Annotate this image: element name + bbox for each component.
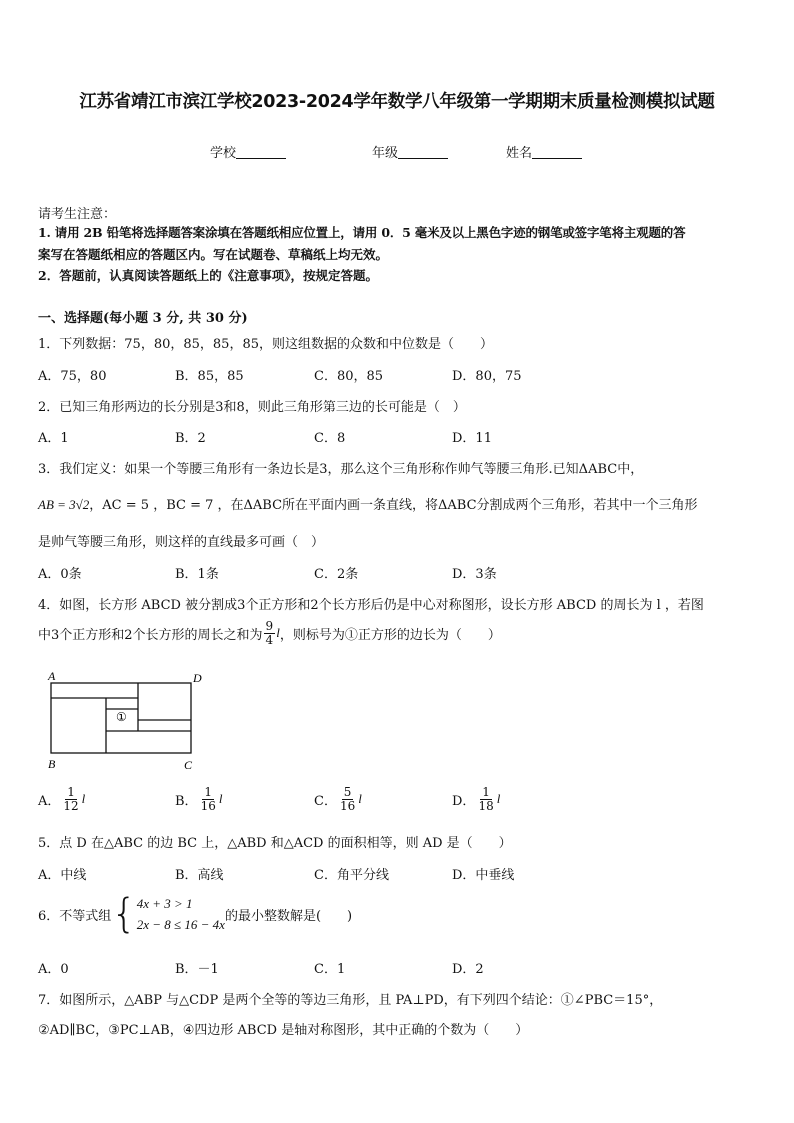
question-3-line-2-wrap	[38, 494, 698, 513]
q6-prefix: 6．不等式组	[38, 908, 112, 924]
fig-label-a: A	[48, 669, 56, 683]
q1-option-b[interactable]: B．85，85	[175, 369, 244, 384]
q6-option-b[interactable]: B．－1	[175, 962, 219, 977]
q4-option-d[interactable]	[452, 786, 500, 812]
q2-option-a[interactable]: A．1	[38, 431, 69, 446]
q3-option-c[interactable]: C．2条	[314, 567, 359, 582]
school-field	[210, 142, 286, 161]
name-label: 姓名	[506, 146, 533, 161]
q4-option-a-num: 1	[67, 785, 75, 799]
school-label: 学校	[210, 146, 237, 161]
question-4-line-2	[38, 620, 501, 646]
q6-system	[137, 893, 225, 935]
q6-brace: {	[111, 891, 137, 937]
q4-fraction	[264, 620, 276, 646]
q6-option-c[interactable]: C．1	[314, 962, 346, 977]
q5-option-c[interactable]: C．角平分线	[314, 868, 389, 883]
q2-option-d[interactable]: D．11	[452, 431, 492, 446]
q4-frac-den: 4	[265, 632, 274, 647]
q4-rectangle-figure	[40, 667, 210, 777]
fig-label-c: C	[184, 758, 193, 772]
q4-option-b-letter: B．	[175, 793, 198, 809]
grade-label: 年级	[372, 146, 399, 161]
q6-option-a[interactable]: A．0	[38, 962, 69, 977]
page-title: 江苏省靖江市滨江学校2023-2024学年数学八年级第一学期期末质量检测模拟试题	[79, 92, 715, 112]
q3-ab-expression: AB = 3√2	[38, 497, 90, 512]
q4-frac-num: 9	[265, 619, 274, 633]
question-2-stem: 2．已知三角形两边的长分别是3和8，则此三角形第三边的长可能是（ ）	[38, 400, 466, 415]
q4-line-2b: ，则标号为①正方形的边长为（ ）	[279, 627, 501, 643]
question-7-line-1: 7．如图所示，△ABP 与△CDP 是两个全等的等边三角形，且 PA⊥PD，有下列四个结论：①∠PBC＝15°，	[38, 993, 663, 1008]
q1-option-a[interactable]: A．75，80	[38, 369, 107, 384]
fig-label-b: B	[48, 757, 56, 771]
question-1-stem: 1．下列数据：75，80，85，85，85，则这组数据的众数和中位数是（ ）	[38, 337, 493, 352]
q4-option-b-num: 1	[204, 785, 213, 799]
q4-option-b-den: 16	[200, 798, 216, 813]
question-3-line-1: 3．我们定义：如果一个等腰三角形有一条边长是3，那么这个三角形称作帅气等腰三角形.已知ΔABC中，	[38, 462, 644, 477]
q1-option-d[interactable]: D．80，75	[452, 369, 522, 384]
q4-option-a-den: 12	[63, 798, 79, 813]
q4-option-b-var: l	[218, 791, 223, 807]
q4-option-b[interactable]	[175, 786, 222, 812]
section-title: 一、选择题(每小题 3 分, 共 30 分)	[38, 311, 248, 326]
q3-option-d[interactable]: D．3条	[452, 567, 497, 582]
fig-label-mark-1: ①	[116, 710, 127, 724]
q2-option-b[interactable]: B．2	[175, 431, 206, 446]
notice-item-2: 2．答题前，认真阅读答题纸上的《注意事项》，按规定答题。	[38, 268, 378, 283]
q4-option-a-letter: A．	[38, 793, 61, 809]
q4-option-d-letter: D．	[452, 793, 476, 809]
q4-line-2a: 中3个正方形和2个长方形的周长之和为	[38, 627, 263, 643]
q5-option-b[interactable]: B．高线	[175, 868, 224, 883]
notice-item-1-line-2: 案写在答题纸相应的答题区内。写在试题卷、草稿纸上均无效。	[38, 247, 389, 262]
q4-option-c-var: l	[358, 791, 362, 807]
q4-option-b-frac	[199, 786, 218, 812]
q4-option-d-frac	[476, 786, 495, 812]
q6-inequality-2: 2x − 8 ≤ 16 − 4x	[136, 917, 225, 932]
q5-option-a[interactable]: A．中线	[38, 868, 87, 883]
q4-option-c-letter: C．	[314, 793, 337, 809]
q4-option-a[interactable]	[38, 786, 85, 812]
question-3-line-2: ，AC = 5 ，BC = 7 ，在ΔABC所在平面内画一条直线，将ΔABC分割成两个三角形，若其中一个三角形	[89, 498, 698, 513]
q4-option-a-var: l	[81, 791, 86, 807]
q5-option-d[interactable]: D．中垂线	[452, 868, 515, 883]
q6-inequality-1: 4x + 3 > 1	[136, 896, 193, 911]
question-4-line-1: 4．如图，长方形 ABCD 被分割成3个正方形和2个长方形后仍是中心对称图形，设长方形 ABCD 的周长为 l ，若图	[38, 598, 704, 613]
grade-blank[interactable]	[398, 146, 448, 159]
name-blank[interactable]	[532, 146, 582, 159]
question-5-stem: 5．点 D 在△ABC 的边 BC 上，△ABD 和△ACD 的面积相等，则 AD 是（ ）	[38, 836, 512, 851]
q4-option-c-num: 5	[343, 785, 352, 799]
q4-frac-var: l	[276, 625, 280, 641]
question-3-line-3: 是帅气等腰三角形，则这样的直线最多可画（ ）	[38, 535, 325, 550]
q4-option-d-den: 18	[478, 798, 494, 813]
q4-option-c-den: 16	[339, 798, 356, 813]
q6-suffix: 的最小整数解是( )	[224, 908, 353, 924]
q3-option-b[interactable]: B．1条	[175, 567, 219, 582]
q4-option-c-frac	[338, 786, 357, 812]
q1-option-c[interactable]: C．80，85	[314, 369, 384, 384]
grade-field	[372, 142, 448, 161]
fig-label-d: D	[193, 671, 202, 685]
question-7-line-2: ②AD∥BC，③PC⊥AB，④四边形 ABCD 是轴对称图形，其中正确的个数为（ ）	[38, 1023, 529, 1038]
notice-item-1-line-1: 1. 请用 2B 铅笔将选择题答案涂填在答题纸相应位置上，请用 0．5 毫米及以上黑色字迹的钢笔或签字笔将主观题的答	[38, 225, 686, 240]
question-6-stem	[38, 893, 352, 935]
q4-option-d-num: 1	[482, 785, 490, 799]
notice-heading: 请考生注意：	[38, 207, 117, 222]
school-blank[interactable]	[236, 146, 286, 159]
q4-option-d-var: l	[496, 791, 501, 807]
q2-option-c[interactable]: C．8	[314, 431, 346, 446]
q4-option-a-frac	[61, 786, 80, 812]
q6-option-d[interactable]: D．2	[452, 962, 484, 977]
q3-option-a[interactable]: A．0条	[38, 567, 82, 582]
name-field	[506, 142, 582, 161]
q4-option-c[interactable]	[314, 786, 362, 812]
